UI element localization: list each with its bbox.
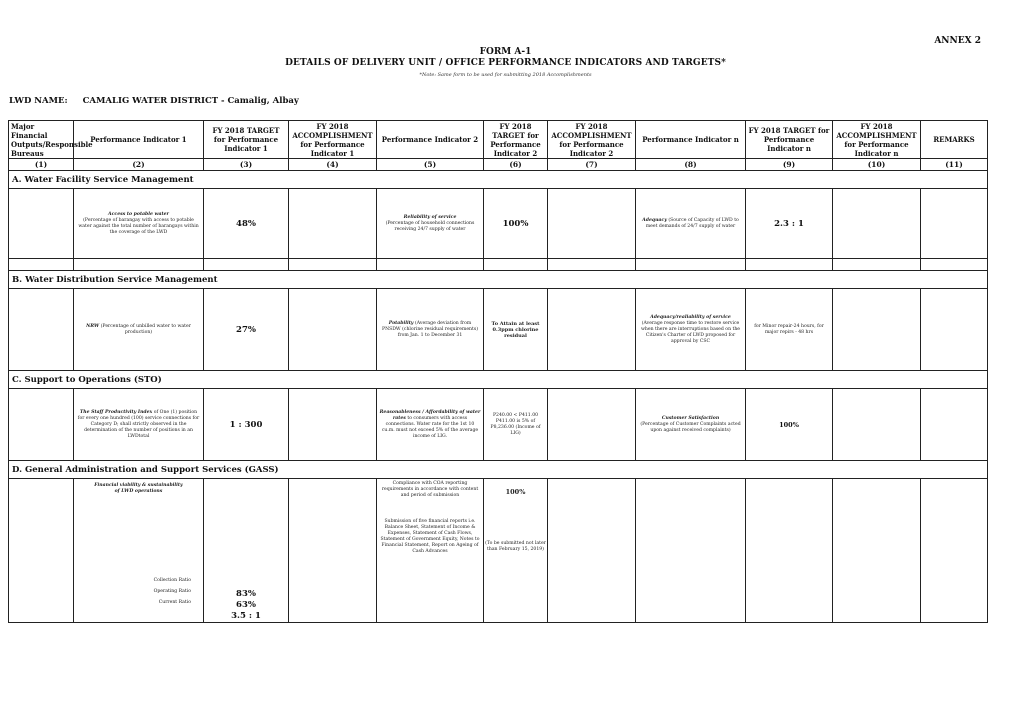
section-a-title: A. Water Facility Service Management (9, 171, 988, 189)
section-d-indicator-1: Financial viability & sustainability of LWD operations Collection Ratio Operating Ratio Current Ratio (74, 479, 204, 623)
section-b-row (9, 289, 988, 371)
section-d-indicator-n (636, 479, 746, 623)
col-num-4: (4) (289, 159, 377, 171)
section-c-row (9, 389, 988, 461)
col-header-6: FY 2018 TARGET for Performance Indicator 2 (484, 121, 548, 159)
section-b-accomplishment-1 (289, 289, 377, 371)
operating-ratio-value: 63% (236, 600, 256, 610)
form-note: *Note: Same form to be used for submitting 2018 Accomplishments (419, 72, 592, 78)
section-b-target-n: for Minor repair-24 hours, for major repirs - 48 hrs (746, 289, 833, 371)
col-header-8: Performance Indicator n (636, 121, 746, 159)
section-b-indicator-2: Potability (Average deviation from PNSDW (chlorine residual requirements) from Jan. 1 to December 31 (377, 289, 484, 371)
section-a-accomplishment-1 (289, 189, 377, 259)
spacer-row (9, 259, 988, 271)
col-header-9: FY 2018 TARGET for Performance Indicator n (746, 121, 833, 159)
section-b-remarks (921, 289, 988, 371)
annex-label: ANNEX 2 (934, 36, 981, 46)
current-ratio-value: 3.5 : 1 (231, 611, 261, 621)
section-b-indicator-1: NRW (Percentage of unbilled water to water production) (74, 289, 204, 371)
col-header-7: FY 2018 ACCOMPLISHMENT for Performance Indicator 2 (548, 121, 636, 159)
col-num-3: (3) (204, 159, 289, 171)
collection-ratio-value: 83% (236, 589, 256, 599)
column-number-row (9, 159, 988, 171)
performance-table (8, 120, 988, 623)
section-d-target-1 (204, 479, 289, 623)
section-c-target-n: 100% (746, 389, 833, 461)
section-b-indicator-n: Adequacy/realiability of service (Average response time to restore service when there are interruptions based on the Citizen's Charter of LWD proposed for approval by CSC (636, 289, 746, 371)
section-a-remarks (921, 189, 988, 259)
section-a-indicator-n: Adequacy (Source of Capacity of LWD to meet demands of 24/7 supply of water (636, 189, 746, 259)
section-b-target-2: To Attain at least 0.3ppm chlorine residual (484, 289, 548, 371)
section-d-cell-1 (9, 479, 74, 623)
section-b-accomplishment-n (833, 289, 921, 371)
col-num-1: (1) (9, 159, 74, 171)
section-c-indicator-1: The Staff Productivity Index of One (1) position for every one hundred (100) service connections for Category D; shall strictly observed in the determination of the number of positions in an LWDtotal (74, 389, 204, 461)
collection-ratio-label: Collection Ratio (153, 578, 191, 583)
section-a-target-n: 2.3 : 1 (746, 189, 833, 259)
col-header-11: REMARKS (921, 121, 988, 159)
section-a-target-2: 100% (484, 189, 548, 259)
col-header-5: Performance Indicator 2 (377, 121, 484, 159)
section-c-indicator-n: Customer Satisfaction (Percentage of Customer Complaints acted upon against received complaints) (636, 389, 746, 461)
section-a-target-1: 48% (204, 189, 289, 259)
section-c-indicator-2: Reasonableness / Affordability of water rates to consumers with access connections. Water rate for the 1st 10 cu.m. must not exceed 5% of the average income of LIG. (377, 389, 484, 461)
section-d-title: D. General Administration and Support Services (GASS) (9, 461, 988, 479)
header-row (9, 121, 988, 159)
current-ratio-label: Current Ratio (158, 600, 191, 605)
form-title: FORM A-1 (479, 47, 532, 57)
col-num-11: (11) (921, 159, 988, 171)
col-header-2: Performance Indicator 1 (74, 121, 204, 159)
col-num-5: (5) (377, 159, 484, 171)
section-c-remarks (921, 389, 988, 461)
section-d-row (9, 479, 988, 623)
section-c-cell-1 (9, 389, 74, 461)
section-c-accomplishment-n (833, 389, 921, 461)
section-a-row (9, 189, 988, 259)
col-header-3: FY 2018 TARGET for Performance Indicator 1 (204, 121, 289, 159)
lwd-name: CAMALIG WATER DISTRICT - Camalig, Albay (82, 96, 299, 106)
section-c-target-1: 1 : 300 (204, 389, 289, 461)
col-num-8: (8) (636, 159, 746, 171)
section-a-accomplishment-n (833, 189, 921, 259)
section-b-target-1: 27% (204, 289, 289, 371)
section-b-title: B. Water Distribution Service Management (9, 271, 988, 289)
col-header-10: FY 2018 ACCOMPLISHMENT for Performance Indicator n (833, 121, 921, 159)
col-num-6: (6) (484, 159, 548, 171)
col-num-9: (9) (746, 159, 833, 171)
section-d-accomplishment-1 (289, 479, 377, 623)
section-a-accomplishment-2 (548, 189, 636, 259)
operating-ratio-label: Operating Ratio (153, 589, 191, 594)
section-c-accomplishment-2 (548, 389, 636, 461)
col-num-7: (7) (548, 159, 636, 171)
col-num-10: (10) (833, 159, 921, 171)
section-c-accomplishment-1 (289, 389, 377, 461)
section-a-indicator-2: Reliability of service (Percentage of household connections receiving 24/7 supply of water (377, 189, 484, 259)
col-header-4: FY 2018 ACCOMPLISHMENT for Performance Indicator 1 (289, 121, 377, 159)
section-a-cell-1 (9, 189, 74, 259)
lwd-label: LWD NAME: (9, 96, 68, 106)
section-b-cell-1 (9, 289, 74, 371)
col-num-2: (2) (74, 159, 204, 171)
section-a-indicator-1: Access to potable water (Percentage of barangay with access to potable water against the total number of barangays within the coverage of the LWD (74, 189, 204, 259)
section-c-title: C. Support to Operations (STO) (9, 371, 988, 389)
col-header-1: Major Financial Outputs/Responsible Bureaus (9, 121, 74, 159)
lwd-name-line (9, 96, 299, 106)
document-title: DETAILS OF DELIVERY UNIT / OFFICE PERFORMANCE INDICATORS AND TARGETS* (285, 58, 726, 68)
section-d-target-2: 100% (To be submitted not later than February 15, 2019) (484, 479, 548, 623)
section-d-target-n (746, 479, 833, 623)
section-d-accomplishment-2 (548, 479, 636, 623)
section-b-accomplishment-2 (548, 289, 636, 371)
section-d-accomplishment-n (833, 479, 921, 623)
section-d-remarks (921, 479, 988, 623)
section-d-indicator-2: Compliance with COA reporting requirements in accordance with content and period of submission Submission of five financial reports i.e. Balance Sheet, Statement of Income & Expenses, Statement of Cash Flows, Statement of Government Equity, Notes to Financial Statement, Report on Ageing of Cash Advances (377, 479, 484, 623)
section-c-target-2: P240.00 < P411.00 P411.00 is 5% of P8,236.00 (Income of LIG) (484, 389, 548, 461)
